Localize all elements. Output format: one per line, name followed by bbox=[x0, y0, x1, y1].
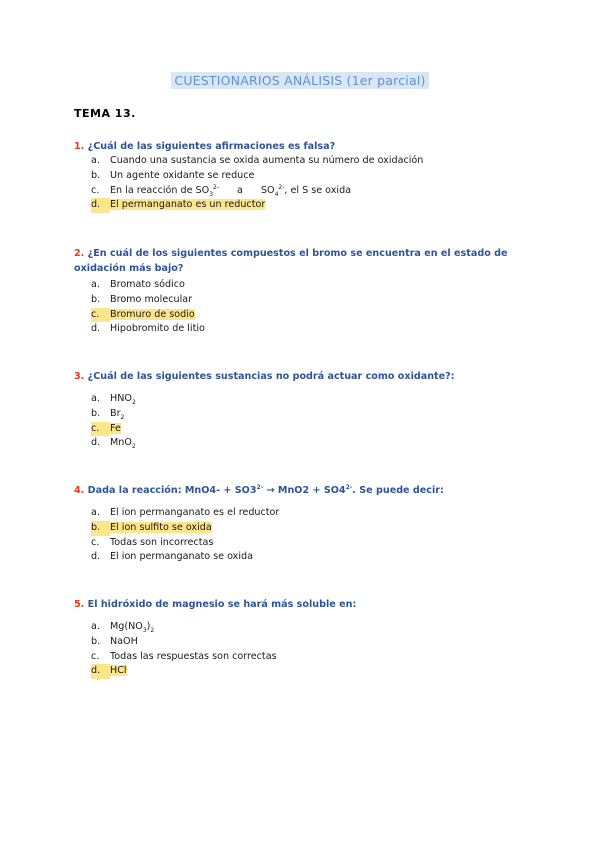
correct-answer-highlight: HCl bbox=[110, 665, 127, 677]
correct-answer-highlight: Fe bbox=[110, 422, 121, 434]
question-5 bbox=[74, 597, 534, 612]
option-d[interactable]: d. MnO$_2$ bbox=[91, 437, 136, 451]
option-c[interactable]: c. Todas son incorrectas bbox=[91, 536, 214, 548]
document-title: CUESTIONARIOS ANÁLISIS (1er parcial) bbox=[0, 70, 600, 89]
option-d[interactable]: d. El ion permanganato se oxida bbox=[91, 551, 253, 563]
option-b[interactable]: b. NaOH bbox=[91, 635, 138, 647]
option-c[interactable]: c. Fe bbox=[91, 422, 136, 437]
question-number: 2. bbox=[74, 248, 85, 259]
option-b[interactable]: b. Un agente oxidante se reduce bbox=[91, 169, 255, 181]
question-number: 1. bbox=[74, 141, 85, 152]
options-list bbox=[91, 154, 423, 213]
question-number: 5. bbox=[74, 599, 85, 610]
question-4: 4. Dada la reacción: $MnO4- + SO3^{2-} \to MnO2 + SO4^{2-}$. Se puede decir: bbox=[74, 483, 444, 496]
options-list bbox=[91, 506, 279, 565]
option-c[interactable]: c. Todas las respuestas son correctas bbox=[91, 650, 277, 662]
question-text: ¿Cuál de las siguientes sustancias no podrá actuar como oxidante?: bbox=[87, 371, 455, 382]
options-list bbox=[91, 620, 277, 679]
question-text: ¿En cuál de los siguientes compuestos el bromo se encuentra en el estado de oxidación más bajo? bbox=[74, 248, 508, 274]
question-2 bbox=[74, 246, 534, 276]
correct-answer-highlight: Bromuro de sodio bbox=[110, 308, 195, 320]
option-b[interactable]: b. El ion sulfito se oxida bbox=[91, 521, 279, 536]
option-a[interactable]: a. Bromato sódico bbox=[91, 279, 185, 290]
option-d[interactable]: d. El permanganato es un reductor bbox=[91, 198, 423, 213]
section-heading: TEMA 13. bbox=[74, 107, 136, 120]
option-c[interactable]: c. Bromuro de sodio bbox=[91, 308, 205, 323]
option-d[interactable]: d. HCl bbox=[91, 664, 277, 679]
option-a[interactable]: a. $HNO_2$ bbox=[91, 393, 136, 406]
question-1 bbox=[74, 139, 534, 154]
question-text: Dada la reacción: MnO4- + SO3 bbox=[87, 485, 257, 496]
option-c[interactable]: c. En la reacción de $SO_3^{2-}$ a $SO_4^{2-}$, el S se oxida bbox=[91, 183, 352, 198]
option-b[interactable]: b. $Br_2$ bbox=[91, 407, 125, 421]
correct-answer-highlight: El ion sulfito se oxida bbox=[110, 521, 212, 533]
option-a[interactable]: a. El ion permanganato es el reductor bbox=[91, 507, 280, 518]
question-text: ¿Cuál de las siguientes afirmaciones es falsa? bbox=[87, 141, 336, 152]
option-a[interactable]: a. Cuando una sustancia se oxida aumenta su número de oxidación bbox=[91, 155, 424, 166]
question-text: El hidróxido de magnesio se hará más soluble en: bbox=[87, 599, 357, 610]
question-number: 3. bbox=[74, 371, 85, 382]
options-list bbox=[91, 392, 136, 451]
question-3 bbox=[74, 369, 534, 384]
option-b[interactable]: b. Bromo molecular bbox=[91, 293, 193, 305]
options-list bbox=[91, 278, 205, 337]
option-a[interactable]: a. $Mg(NO_3)_2$ bbox=[91, 621, 155, 634]
question-number: 4. bbox=[74, 485, 85, 496]
correct-answer-highlight: El permanganato es un reductor bbox=[110, 199, 266, 211]
option-d[interactable]: d. Hipobromito de litio bbox=[91, 323, 205, 335]
